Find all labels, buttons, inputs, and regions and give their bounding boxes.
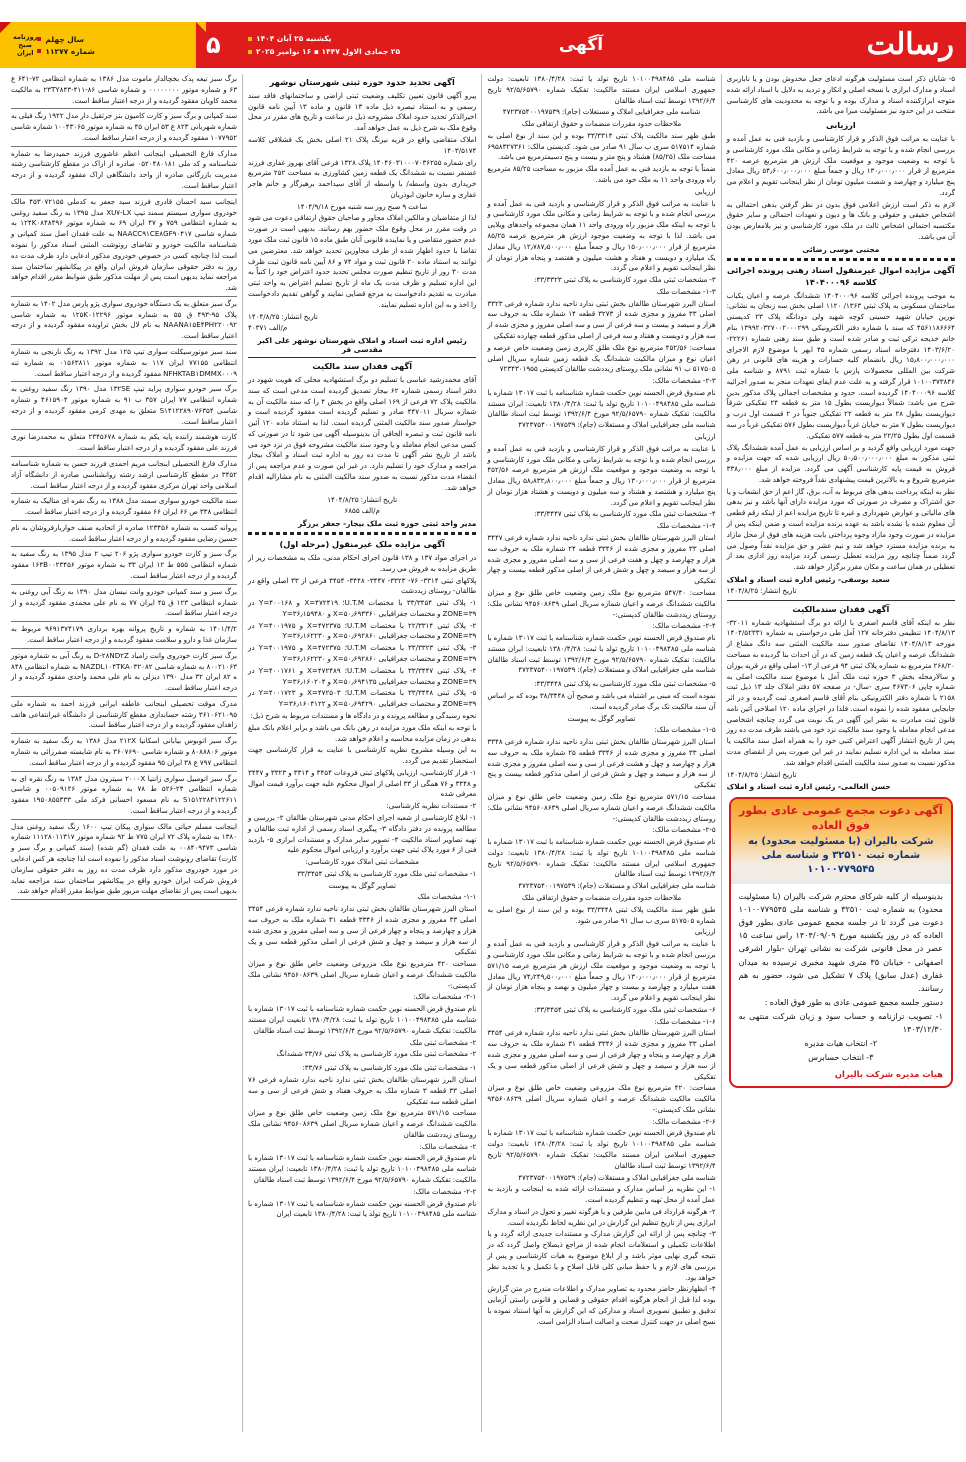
ad-banner-line-2: شرکت بالیران (با مسئولیت محدود) به شماره ثبت ۳۲۵۱۰ و شناسه ملی ۱۰۱۰۰۷۷۹۵۴۵	[748, 836, 934, 875]
paragraph: شناسه ملی جغرافیایی املاک و مستغلات (جام): ۴۷۲۳۷۵۴۰۰۱۹۷۵۳۹	[518, 881, 716, 891]
newspaper-page	[0, 22, 966, 1462]
appraisal-details-part-b	[487, 679, 715, 1327]
paper-vertical-logo	[13, 33, 37, 57]
subheading: ارزیابی	[694, 186, 716, 196]
publication-date: تاریخ انتشار: ۱۴۰۴/۸/۲۵	[726, 585, 797, 595]
date-lunar-gregorian: ۲۵ جمادی الاول ۱۴۴۷ ▪ ۱۶ نوامبر ۲۰۲۵	[256, 47, 401, 56]
ad-agenda-item: ۳- انتخاب حسابرس	[808, 1052, 874, 1063]
divider	[11, 381, 237, 382]
paragraph: ۵- شایان ذکر است مسئولیت هرگونه ادعای جعل مخدوش بودن و یا ناباربری اسناد و مدارک ابرازی با نسخه اصلی و انکار و تردید به دلایل با اسناد ارائه شده متوجه ابرازکننده اسناد و مدارک بوده و با توجه به محدودیت های کارشناسی منتخب در این حدود نیز مسئولیت مبرا می باشد.	[726, 74, 955, 116]
subheading: ۱-۳- مشخصات ملک	[656, 286, 716, 296]
subheading: ۱-۴- مشخصات ملک	[656, 521, 716, 531]
paragraph: نظر به اینکه پرداخت بدهی های مربوط به آب، برق، گاز اعم از حق انشعاب و یا حق اشتراک و مصرف در صورتی که مورد مزایده دارای آنها باشد و نیز بدهی های مالیاتی و عوارض شهرداری و غیره تا تاریخ مزایده اعم از اینکه رقم قطعی آن معلوم شده یا نشده باشد به عهده برنده مزایده است و ضمن اینکه پس از مزایده در صورت وجود مازاد وجوه پرداختی بابت هزینه های فوق از محل مازاد به برنده مزایده مسترد خواهد شد و نیم عشر و حق مزایده نقداً وصول می گردد ضمناً چنانچه روز مزایده تعطیل رسمی گردد مزایده روز اداری بعد از تعطیلی در همان ساعت و مکان مقرر برگزار خواهد شد.	[726, 486, 955, 572]
date-solar: یکشنبه ۲۵ آبان ۱۴۰۴	[256, 34, 332, 43]
lost-document-notice: سند سبز موتورسیکلت سواری تیپ ۱۲۵ مدل ۱۳۹۲ به رنگ نارنجی به شماره انتظامی ۷۷۱۵۵ ایران ۱۱۷ به شماره موتور ۰۱۵۶۳۸۱۱ به شماره تنه NFHKTAB۱DMMX۰۰۰۹ مفقود گردیده و از درجه اعتبار ساقط است.	[11, 346, 238, 378]
paragraph: مساحت ۵۷۱/۱۵ مترمربع نوع ملک زمین وضعیت خاص طلق نوع و میزان مالکیت ششدانگ عرصه و اعیان شماره سریال اصلی ۹۴۵۶۰۸۶۳۹ نشانی ملک: روستای زیددشت طالقان کدپستی:-	[487, 792, 716, 823]
paragraph: ضمناً با توجه به بازدید فنی به عمل آمده ملک مزبور به مساحت ۸۵/۲۵ مترمربع راه ورودی واحد ۱۱ به ملک خود می باشد.	[487, 164, 716, 185]
paragraph: ۲- مستندات نظریه کارشناسی:	[386, 801, 477, 811]
paragraph: به این وسیله مشروح نظریه کارشناسی با عنایت به قرار کارشناسی جهت استحضار تقدیم می گردد.	[248, 745, 477, 766]
paragraph: رای شماره ۱۴۰۴۶۰۳۱۰۰۰۷۰۳۶۲۵۵ پلاک ۱۳۲۸ فرعی آقای بهروز غفاری فرزند غضنفر نسبت به ششدانگ یک قطعه زمین کشاورزی به مساحت ۲۵۲ مترمربع خریداری بدون واسطه/ با واسطه از آقای سیداحمد برهیزگار و خانم هاجر غفاری و ساره خانون ابوذریان	[248, 157, 477, 199]
lost-document-notice: برگ سبز اتوبوس بیابانی اسکانیا ۲۱۲X مدل ۱۳۸۶ به رنگ سفید به شماره موتور ۸۰۸۸۸۰۶ و شماره شاسی ۳۶۰۷۶۹۰ به نام شایسته صفرزائی به شماره انتظامی ۷۹۷ ع ۳۸ ایران ۹۵ مفقود گردیده و از درجه اعتبار ساقط است.	[11, 736, 238, 767]
lost-document-notice: برگ سبز تیغه پدک بخچالدار ماموت مدل ۱۳۸۶ به شماره انتظامی ۷۲-۶۴۱ ع ۶۳ و شماره موتور ۰۰۰۰۰۰۰۰ و شماره شاسی ۸۶-۴۱۱-۲۳TY۸۴۳ به مالکیت محمد کاویان مفقود گردیده و از درجه اعتبار ساقط است.	[11, 74, 238, 105]
signature: حسن العالمی- رئیس اداره ثبت اسناد و املاک	[726, 782, 891, 792]
paragraph: جهت مورد ارزیابی واقع گردید و بر اساس ارزیابی به عمل آمده ششدانگ پلاک ثبتی مذکور به مبلغ ۵۰٫۵۰۰٫۰۰۰٫۰۰۰ ریال ارزیابی شده که جهت مزایده و فروش به قیمت پایه کارشناسی آگهی می گردد. مزایده از مبلغ ۳۳۸٫۰۰۰ مترمربع شروع و به بالاترین قیمت پیشنهادی نقداً فروخته خواهد شد.	[726, 442, 955, 484]
paragraph: نموده است که مبنی بر اشتباه می باشد و صحیح آن ۳۸/۳۴۴۸ بوده که بر اساس آن سند مالکیت تک برگ صادر گردیده است.	[487, 690, 716, 711]
paragraph: ۱- مشخصات ثبتی ملک مورد کارشناسی به پلاک ثبتی ۳۳/۷۶:	[302, 1063, 477, 1073]
lost-document-notice: برگ سبز و سند کمپانی خودرو وانت نیسان مدل ۱۳۹۰ به رنگ آبی روغنی به شماره انتظامی ۱۲۳ ق ۴۵ ایران ۷۷ به نام علی محمدی مفقود گردیده و از درجه اعتبار ساقط است.	[11, 586, 238, 618]
lost-document-notice: مدارک فارغ التحصیلی اینجانب مریم احمدی فرزند حسن به شماره شناسنامه ۳۴۵۲ در مقطع کارشناسی ارشد رشته روانشناسی صادره از دانشگاه آزاد اسلامی واحد تهران مرکزی مفقود گردیده و از درجه اعتبار ساقط است.	[11, 459, 238, 490]
paragraph: استان البرز شهرستان طالقان بخش ثبتی ندارد ناحیه ندارد شماره فرعی ۳۴۴۷ اصلی ۳۳ مفروز و مجزی شده از ۳۳۴۶ قطعه ۲۴ شماره ملک به حروف سه هزار و چهارصد و چهل و هفت فرعی از سی و سه اصلی مفروز و مجزی شده از سه هزار و سیصد و چهل و شش فرعی از اصلی مذکور قطعه بیست و چهار تفکیکی	[487, 533, 716, 586]
divider	[11, 456, 237, 457]
paragraph: ۴- انظهارنظر حاضر محدود به تصاویر مدارک و اطلاعات مندرج در متن گزارش بوده لذا قبل از انجام هرگونه اقدام حقوقی و قضایی و قانونی راستی آزمایی تدقیق و تطبیق تصویری اسناد و مدارکی که این گزارش به آنها استناد نموده با نسخ اصلی در جهت کنترل صحت و اصالت اسناد الزامی است.	[487, 1284, 716, 1326]
paragraph: نام صندوق قرض الحسنه نوین حکمت شماره شناسنامه با ثبت ۱۳۰۱۷ شماره با شناسه ملی ۱۰۱۰۰۴۹۸۴۸۵ تاریخ تولد یا ثبت: ۱۳۸۰/۴/۲۸ تابعیت ایران مستند مالکیت: تفکیک شماره ۹۲/۵/۶۵۷۹۰ مورخ ۱۳۹۲/۶/۴ توسط ثبت اسناد طالقان	[248, 1004, 477, 1035]
paragraph: املاک متقاضی واقع در قریه نیرنگ پلاک ۲۱ اصلی بخش یک قشلاقی کلاسه ۱۴۰۳/۵۱۷۴	[248, 135, 477, 155]
parcel-coordinate-item: ۳- پلاک ثبتی ۳۳/۳۳۲۳ با مختصات U.T.M؛ X=۴۷۲۳۷۵ و Y=۴۰۰۱۹۷۵ در ZONE=۳۹ و مختصات جغرافیایی X=۵۰٫۶۹۲۸۶۰ و Y=۳۶٫۱۶۲۲۳۰	[248, 643, 477, 664]
paragraph: با عنایت به مراتب فوق الذکر و قرار کارشناسی و بازدید فنی به عمل آمده و بررسی انجام شده و با توجه به شرایط زمانی و مکانی ملک مورد کارشناسی و با توجه به وضعیت موجود و موقعیت ملک ارزش هر مترمربع عرصه ۴۲۰ مترمربع از قرار ۱۳۰٫۰۰۰٫۰۰۰ ریال و جمعاً مبلغ ۵۴٫۶۰۰٫۰۰۰٫۰۰۰ ریال معادل پنج میلیارد و چهارصد و شصت میلیون تومان از نظر اینجانب تقویم و اعلام می گردد.	[726, 134, 955, 197]
masthead	[0, 22, 966, 68]
masthead-dates	[248, 34, 400, 56]
signature: مدیر واحد ثبتی حوزه ثبت ملک بیجار- جعفر برزگر	[298, 519, 477, 529]
paragraph: نام صندوق قرض الحسنه نوین حکمت شماره شناسنامه با ثبت ۱۳۰۱۷ شماره با شناسه ملی ۱۰۱۰۰۴۹۸۴۸۵ تاریخ تولد یا ثبت: ۱۳۸۰/۴/۲۸ تابعیت: دولت جمهوری اسلامی ایران مستند مالکیت: تفکیک شماره ۹۲/۵/۶۵۷۹۰ تاریخ ۱۳۹۲/۶/۴ توسط ثبت اسناد طالقان	[487, 837, 716, 879]
divider	[11, 108, 237, 109]
ad-banner	[731, 799, 951, 884]
paragraph: شناسه ملی جغرافیایی املاک و مستغلات (جام): ۴۷۲۳۷۵۴۰۰۱۹۷۵۳۹	[502, 107, 701, 117]
column-3	[481, 74, 720, 1432]
notice-lost-title-deed-amol	[727, 604, 955, 792]
paragraph: به موجب پرونده اجرائی کلاسه ۱۴۰۴۰۰۰۹۶ ششدانگ عرصه و اعیان یکباب ساختمان مسکونی به پلاک ثبتی ۱۳۶۳/ ۱۱۲۰ اصلی بخش سه زنجان به نشانی: نورین خیابان شهید حسینی کوچه شهید ولی دودانگه پلاک ۲۳ کدپستی ۴۵۶۱۱۸۶۶۶۴ که سند با شماره دفتر الکترونیکی ۱۳۹۹۲۰۳۲۷۰۰۲۰۰۰۲۹۹ بنام خانم خدیجه ترکی ثبت و صادر شده است و طبق سند رهنی شماره ۲۲۲۶۱- ۱۴۰۳/۶/۲۰ دفترخانه اسناد رسمی شماره ۴۵ ابهر با موضوع لازم الاجرای ۱۵٫۸۰۰٫۰۰۰٫۰۰۰ ریال بانضمام کلیه خسارات و هزینه های قانونی در رهن شرکت بین المللی محصولات پارس با شماره ثبت ۸۷۹۱ و شناسه ملی ۱۰۱۰۰۳۷۳۸۴۶ قرار گرفته و به علت عدم ایفای تعهدات منجر به صدور اجرائیه کلاسه ۱۴۰۴۰۰۰۹۶ گردیده است. حدود و مشخصات اجمالی پلاک مذکور بدین شرح می باشد: شمالاً دیواریست بطول ۱۵ متر به قطعه ۲۴ تفکیکی شرقاً دیواریست بطول ۲۸ متر به قطعه ۲۲ تفکیکی جنوباً در ۲ قسمت اول درب و دیواریست بطول ۷ متر به خیابان غرباً دیواریست بطول ۵۷۶ تفکیکی غرباً در سه قسمت اول بطول ۲۲/۲۵ متر به قطعه ۵۷۷ تفکیکی.	[726, 290, 956, 440]
subheading: ۲-۵- مشخصات مالک:	[652, 825, 716, 835]
paragraph: ۳- چنانچه پس از ارائه این گزارش مدارک و مستندات جدیدی ارائه گردد و یا اطلاعات تکمیلی و استعلامات انجام شده از مراجع ذیصلاح واصل گردد که در نتیجه گیری نهایی موثر باشد و از ابلاغ موضوع به هیات کارشناسی و پس از بررسی های لازم و با حفظ مبانی کلی قابل اصلاح و یا تکمیل و یا تجدید نظر خواهد بود.	[487, 1229, 716, 1282]
paragraph: مساحت ۵۷۱/۱۵ مترمربع نوع ملک زمین وضعیت خاص طلق نوع و میزان مالکیت ششدانگ عرصه و اعیان شماره سریال اصلی ۹۴۵۶۰۸۶۳۹ نشانی ملک روستای زیددشت طالقان	[248, 1108, 477, 1139]
year-label: سال چهلم	[45, 34, 84, 44]
divider-dashed	[727, 258, 955, 261]
divider	[11, 899, 237, 900]
paragraph: ۶- مشخصات ثبتی ملک مورد کارشناسی به پلاک ثبتی ۳۳/۳۴۵۴:	[534, 1004, 716, 1014]
divider-dashed	[248, 532, 476, 535]
parcel-coordinate-item: ۴- پلاک ثبتی ۳۳/۳۴۴۷ با مختصات U.T.M؛ X=۴۷۲۴۸۹ و Y=۴۰۰۱۷۶۱ در ZONE=۳۹ و مختصات جغرافیایی X=۵۰٫۶۹۴۱۳۵ و Y=۳۶٫۱۶۰۲۰۴	[248, 665, 477, 686]
column-2	[242, 74, 481, 1432]
subheading: ۲-۱- مشخصات مالک:	[413, 992, 477, 1002]
corner-triangle-icon	[0, 22, 11, 33]
masthead-issue-info	[37, 35, 94, 56]
signature: مجتبی موسی رضائی	[802, 244, 880, 254]
notice-property-auction-first-stage	[248, 539, 476, 1060]
paragraph: لذا از متقاضیان و مالکین املاک مجاور و صاحبان حقوق ارتفاقی دعوت می شود در وقت مقرر در محل وقوع ملک حضور بهم رسانند. بدیهی است در صورت عدم حضور متقاضی و یا نماینده قانونی آنان طبق ماده ۱۵ قانون ثبت ملک مورد تقاضا با حدود اظهار شده از طرف مجاورین تحدید خواهد شد. معترضین می توانند به استناد ماده ۲۰ قانون ثبت و مواد ۷۴ و ۸۶ آیین نامه قانون ثبت ظرف مدت ۳۰ روز از تاریخ تنظیم صورت مجلس تحدید حدود اعتراض خود را کتباً به این اداره تسلیم و ظرف مدت یک ماه از تاریخ تسلیم اعتراض به واحد ثبتی مبادرت به تقدیم دادخواست به مرجع قضایی نمایند و گواهی تقدیم دادخواست را اخذ و به این اداره تسلیم نمایند.	[248, 213, 477, 309]
general-assembly-ad-box	[729, 797, 953, 1088]
subheading: ۵- مشخصات ثبتی ملک مورد کارشناسی به پلاک ثبتی ۳۳/۳۴۴۸:	[534, 679, 716, 689]
subheading-arzyabi: ارزیابی	[825, 120, 856, 131]
parcel-coordinate-item: ۲- پلاک ثبتی ۲۲/۳۳۱۴ با مختصات U.T.M؛ X=۴۷۲۳۷۵ و Y=۴۰۰۱۹۷۵ در ZONE=۳۹ و مختصات جغرافیایی X=۵۰٫۶۹۲۸۶۰ و Y=۳۶٫۱۶۲۲۳۰	[248, 620, 477, 641]
subheading: ۲-۴- مشخصات مالک:	[652, 621, 716, 631]
paragraph: استان البرز شهرستان طالقان بخش ثبتی ندارد ناحیه ندارد شماره فرعی ۷۶ اصلی ۳۳ قطعه ۳ شماره ملک به حروف هفتاد و شش فرعی از سی و سه اصلی قطعه سه تفکیکی	[248, 1074, 477, 1106]
notice-title: آگهی فقدان سند مالکیت	[312, 361, 413, 372]
publication-date: تاریخ انتشار: ۱۴۰۴/۸/۲۵	[327, 494, 398, 504]
divider	[11, 520, 237, 521]
alef-code: م/الف ۴۰۳۷۱	[248, 323, 288, 333]
paragraph: ۳- مشخصات ثبتی ملک مورد کارشناسی به پلاک ثبتی ۳۳/۳۳۲۳:	[534, 275, 716, 285]
paragraph: ساعت ۹ صبح روز سه شنبه مورخ ۱۴۰۴/۹/۱۸	[296, 201, 428, 211]
appraisal-details-part-a	[487, 74, 715, 676]
paragraph: پیرو آگهی قانون تعیین تکلیف وضعیت ثبتی اراضی و ساختمانهای فاقد سند رسمی و به استناد تبصره ذیل ماده ۱۳ قانون و ماده ۱۳ آیین نامه قانون اخیرالذکر تحدید حدود املاک مشروحه ذیل در ساعت و تاریخ های مقرر در محل وقوع ملک به شرح ذیل به عمل خواهد آمد.	[248, 90, 477, 133]
page-number: ۵	[206, 31, 221, 59]
paragraph: ۱- مشخصات ثبتی ملک مورد کارشناسی به پلاک ثبتی ۳۳/۳۴۵۴	[297, 868, 477, 878]
subheading: ملاحظات حدود مقررات منضمات و حقوق ارتفاقی ملک	[521, 119, 682, 129]
column-4	[721, 74, 960, 1432]
paragraph: استان البرز شهرستان طالقان بخش ثبتی ندارد ناحیه ندارد شماره فرعی ۳۴۵۴ اصلی ۳۳ مفروز و مجزی شده از ۳۳۴۶ قطعه ۳۱ شماره ملک به حروف سه هزار و چهارصد و پنجاه و چهار فرعی از سی و سه اصلی مفروز و مجزی شده از سه هزار و سیصد و چهل و شش فرعی از اصلی مذکور قطعه سی و یک تفکیکی	[487, 1028, 716, 1081]
ad-body	[731, 884, 951, 1064]
lost-document-notice: برگ سبز خودرو سواری پراید تیپ ۱۳۲SE مدل ۱۳۹۰ رنگ سفید روغنی به شماره انتظامی ۷۷ ایران ۳۵۷ ب ۹۱ به شماره موتور ۴۶۱۵۹۰۴ و شماره شاسی S۱۴۱۲۲۸۹۰۷۶۳۵۴ متعلق به مهدی کرمی مفقود گردیده و از درجه اعتبار ساقط است.	[11, 384, 238, 426]
vertical-logo-line-2: صبح	[18, 40, 32, 49]
paragraph: با عنایت به مراتب فوق الذکر و قرار کارشناسی و بازدید فنی به عمل آمده و بررسی انجام شده و با توجه به شرایط زمانی و مکانی ملک مورد کارشناسی و با توجه به وضعیت موجود و موقعیت ملک ارزش هر مترمربع عرصه ۴۵۲/۵۶ مترمربع از قرار ۱۳۰٫۰۰۰٫۰۰۰ ریال و جمعاً مبلغ ۵۸٫۸۳۲٫۸۰۰٫۰۰۰ ریال معادل پنج میلیارد و هشتصد و هشتاد و سه میلیون و دویست و هشتاد هزار تومان از نظر اینجانب تقویم و اعلام می گردد.	[487, 443, 716, 507]
lost-document-notice: اینجانب سید احسان قادری فرزند سید جعفر به کدملی ۴۵۳۰۷۲۱۵۵ مالک خودروی سواری سیستم سمند تیپ XU۷-LX مدل ۱۳۹۵ به رنگ سفید روغنی به شماره انتظامی ۷۵۹ و ۴۷ ایران ۶۹ به شماره موتور ۱۲۴K۰۸۴۸۴۹۶ به شماره شاسی NAACC۹۱CE۸GF۹۰۴۱۷ به علت فقدان اصل سند کمپانی و شناسنامه مالکیت خودرو و تقاضای رونوشت المثنی اسناد مذکور را نموده است لذا چنانچه کسی در خصوص خودروی مذکور ادعایی دارد ظرف مدت ده روز به دفتر حقوقی سازمان فروش ایران واقع در پیکانشهر ساختمان سند مراجعه نماید بدیهی است پس از مهلت مذکور طبق ضوابط مقرر اقدام خواهد شد.	[11, 196, 238, 293]
bullet-square-icon	[37, 49, 41, 53]
divider	[11, 584, 237, 585]
paragraph: تصاویر گوگل به پیوست	[567, 713, 636, 723]
notice-auction-mortgage	[727, 265, 955, 597]
lost-document-notice: مدارک فارغ التحصیلی اینجانب اعظم عاشوری فرزند حمیدرضا به شماره شناسنامه و کد ملی ۰۵۲۰۴۸۰۱۸۱ صادره از اراک در مقطع کارشناسی رشته مدیریت بازرگانی صادره از واحد دانشگاهی اراک مفقود گردیده و از درجه اعتبار ساقط است.	[11, 148, 238, 191]
divider	[11, 546, 237, 547]
signature: رئیس اداره ثبت اسناد و املاک شهرستان نوشهر علی اکبر مقدسی فر	[257, 336, 467, 355]
subheading: ۲- مشخصات مالک:	[419, 1141, 477, 1151]
divider	[11, 344, 237, 345]
subheading: ارزیابی	[694, 927, 716, 937]
notice-boundary-determination-nowshahr	[248, 77, 476, 354]
date-solar-line	[248, 34, 400, 43]
paragraph: ۱- این نظریه بر اساس مدارک و مستندات ارائه شده به اینجانب و بازدید به عمل آمده از محل تهیه و تنظیم گردیده است.	[487, 1184, 716, 1205]
notice-title: آگهی مزایده اموال غیرمنقول اسناد رهنی پرونده اجرائی کلاسه ۱۴۰۴۰۰۰۹۶	[727, 264, 955, 287]
paragraph: ۱- ابلاغ کارشناسی از شعبه اجرای احکام مدنی شهرستان طالقان ۲- بررسی و مطالعه پرونده در دفتر دادگاه ۳- پیگیری اسناد رسمی از اداره ثبت طالقان و تهیه تصاویر اسناد مالکیت ۴- تصویر سایر مدارک و مستندات ابرازی ۵- بازدید فنی از ۶ مورد پلاک ثبتی جهت برآورد و ارزیابی اموال محکوم علیه	[248, 812, 477, 855]
subheading: ۱-۶- مشخصات ملک:	[654, 1016, 716, 1026]
parcel-coordinate-item: ۵- پلاک ثبتی ۳۳/۳۴۴۸ با مختصات U.T.M؛ X=۴۷۲۵۰۳ و Y=۴۰۰۱۷۲۳ در ZONE=۳۹ و مختصات جغرافیایی X=۵۰٫۶۹۴۲۹۰ و Y=۳۶٫۱۶۰۴۱۲۲	[248, 688, 477, 709]
paragraph: استان البرز شهرستان طالقان بخش ثبتی ندارد ناحیه ندارد شماره فرعی ۳۳۴۸ اصلی ۳۳ مفروز و مجزی شده از ۳۳۴۶ قطعه ۲۵ شماره ملک به حروف سه هزار و چهارصد و چهل و هشت فرعی از سی و سه اصلی مفروز و مجزی شده از سه هزار و سیصد و چهل و شش فرعی از اصلی مذکور قطعه بیست و پنج تفکیکی	[487, 737, 716, 790]
vertical-logo-line-3: ایران	[16, 49, 34, 58]
subheading: ملاحظات حدود مقررات منضمات و حقوق ارتفاقی ملک	[521, 893, 682, 903]
column-1-lost-documents	[6, 74, 242, 1432]
bullet-square-icon	[248, 50, 252, 54]
divider	[11, 621, 237, 622]
paragraph: با عنایت به مراتب فوق الذکر و قرار کارشناسی و بازدید فنی به عمل آمده و بررسی انجام شده و با توجه به شرایط زمانی و مکانی ملک مورد کارشناسی و با توجه به وضعیت موجود و موقعیت ملک ارزش هر مترمربع عرصه ۵۷۱/۱۵ مترمربع از قرار ۱۳۰٫۰۰۰٫۰۰۰ ریال و جمعاً مبلغ ۷۴٫۲۴۹٫۵۰۰٫۰۰۰ ریال معادل هفت میلیارد و چهارصد و بیست و چهار میلیون و نهصد و پنجاه هزار تومان از نظر اینجانب تقویم و اعلام می گردد.	[487, 939, 716, 1003]
subheading: ارزیابی	[694, 432, 716, 441]
ad-agenda-item: ۱- تصویب ترازنامه و حساب سود و زیان شرکت منتهی به ۱۴۰۳/۱۲/۳۰	[738, 1010, 943, 1035]
paragraph: طبق ظهر سند مالکیت پلاک ثبتی ۳۳/۳۳۱۴ بوده و این سند از نوع اصلی به شماره ۵۱۷۵۱۴ سری ب سال ۹۱ صادر می شود. کدپستی مالک: ۶۹۵۸۳۲۷۳۶۱ مساحت ملک (۸۵/۲۵) هشتاد و پنج متر و بیست و پنج دسیمترمربع می باشد.	[487, 130, 716, 162]
ad-banner-line-1: آگهی دعوت مجمع عمومی عادی بطور فوق العاده	[739, 804, 943, 833]
lost-document-notice: برگ سبز اتومبیل سواری زانتیا ۲۰۰۰X سیترون مدل ۱۳۸۴ به رنگ نقره ای به شماره انتظامی ۲۴-۵۲۶ ط ۷۸ به شماره موتور ۰۰۵۰۹۱۲۶ و شاسی S۱۵۱۲۲۸۴۱۲۲۶۱۱ به نام مسعود احسانی فرکد ملی ۱۹۵۰۸۵۵۳۳۳ مفقود گردیده و از درجه اعتبار ساقط است.	[11, 773, 238, 815]
paragraph: تصاویر گوگل به پیوست	[328, 880, 397, 890]
year-line	[37, 35, 94, 44]
columns-container	[0, 68, 966, 1432]
divider	[11, 429, 237, 430]
notice-title: آگهی تحدید حدود حوزه ثبتی شهرستان نوشهر	[269, 77, 455, 87]
paragraph: مساحت: ۴۵۲/۵۶ مترمربع نوع ملک طلق کاربری زمین وضعیت خاص عرصه و اعیان نوع و میزان مالکیت ششدانگ یک قطعه زمین شماره سریال اصلی ۵۱۷۵۰۵ ب ۹۱ نشانی ملک روستای زیددشت طالقان کدپستی ۷۲۳۴۳۰۱۹۵۵	[487, 342, 716, 374]
issue-line	[37, 47, 94, 56]
publication-date: تاریخ انتشار: ۱۴۰۴/۸/۲۵	[726, 769, 797, 779]
subheading: ۲- مشخصات ثبتی ملک	[409, 1037, 477, 1047]
lost-document-notice: مدرک موقت تحصیلی اینجانب عاطفه ایرانی فرزند احمد به شماره ملی ۳۶۱۰۶۲۱۰۹۵ رشته حسابداری مقطع کارشناسی از دانشگاه غیرانتفاعی هاتف زاهدان مفقود گردیده و از درجه اعتبار ساقط است.	[11, 698, 238, 730]
paragraph: استان البرز شهرستان طالقان بخش ثبتی ندارد ناحیه ندارد شماره فرعی ۳۴۵۴ اصلی ۳۳ مفروز و مجزی شده از ۳۳۴۶ قطعه ۳۱ شماره ملک به حروف سه هزار و چهارصد و پنجاه و چهار فرعی از سی و سه اصلی مفروز و مجزی شده از سه هزار و سیصد و چهل و شش فرعی از اصلی مذکور قطعه سی و یک تفکیکی	[248, 904, 477, 957]
paragraph: آقای محمدرشید عباسی با تسلیم دو برگ استشهادیه محلی که هویت شهود در دفتر اسناد رسمی شماره ۶۲ بیجار تصدیق گردیده است مدعی است که سند مالکیت پلاک ۷۲ فرعی از ۱۶۹ اصلی واقع در بخش ۴ را که سند مالکیت آن به شماره سریال ۴۴۷۰۱۱ صادر و تسلیم گردیده است مفقود گردیده است و خواستار صدور سند مالکیت المثنی گردیده است. لذا به استناد ماده ۱۲۰ آئین نامه قانون ثبت و تبصره الحاقی آن بدینوسیله آگهی می شود تا در صورتی که کسی مدعی انجام معامله و یا وجود سند مالکیت مشروحه فوق در نزد خود می باشد از تاریخ نشر آگهی تا مدت ده روز به اداره ثبت اسناد و املاک بیجار مراجعه و مدارک خود را تسلیم دارد. در غیر این صورت و عدم مراجعه پس از انقضاء مدت مذکور نسبت به صدور سند مالکیت المثنی به نام مشارالیه اقدام خواهد شد.	[248, 374, 477, 492]
masthead-yellow-panel	[0, 22, 196, 68]
ad-body-text: بدینوسیله از کلیه شرکای محترم شرکت بالیران (با مسئولیت محدود) به شماره ثبت ۳۲۵۱۰ و شناسه ملی ۱۰۱۰۰۷۷۹۵۴۵ دعوت می گردد تا در جلسه مجمع عمومی عادی بطور فوق العاده که در روز یکشنبه مورخ ۱۴۰۴/۰۹/۰۹ راس ساعت ۱۵ عصر در محل قانونی شرکت به نشانی تهران -بلوار اشرفی اصفهانی - خیابان ۳۵ متری شهید مخبری نرسیده به میدان غفاری (عدل سابق) پلاک ۷ تشکیل می شود، حضور به هم رسانند.	[738, 891, 943, 993]
paragraph: نام صندوق قرض الحسنه نوین حکمت شماره شناسنامه با ثبت ۱۳۰۱۷ شماره با شناسه ملی ۱۰۱۰۰۴۹۸۴۸۵ تاریخ تولد یا ثبت: ۱۳۸۰/۴/۲۸ تابعیت: دولت جمهوری اسلامی ایران مستند مالکیت: تفکیک شماره ۹۲/۵/۶۵۷۹۰ تاریخ ۱۳۹۲/۶/۴ توسط ثبت اسناد طالقان	[487, 1128, 716, 1170]
notice-title: آگهی مزایده ملک غیرمنقول (مرحله اول)	[279, 539, 445, 550]
paragraph: نام صندوق قرض الحسنه نوین حکمت شماره شناسنامه با ثبت ۱۳۰۱۷ شماره با شناسه ملی ۱۰۱۰۰۴۹۸۴۸۵ تاریخ تولد یا ثبت: ۱۳۸۰/۴/۲۸ تابعیت: ایران مستند مالکیت: تفکیک شماره ۹۲/۵/۶۵۷۹۰ مورخ ۱۳۹۲/۶/۴ توسط ثبت اسناد طالقان شناسه ملی جغرافیایی املاک و مستغلات (جام): ۴۷۲۳۷۵۴۰۰۱۹۷۵۳۹	[487, 633, 716, 675]
paragraph: طبق ظهر سند مالکیت پلاک ثبتی ۳۳/۳۴۴۸ بوده و این سند از نوع اصلی به شماره ۵۱۷۵۰۵ سری ب سال ۹۱ صادر می شود.	[487, 904, 716, 925]
subheading: ۱-۵- مشخصات ملک:	[654, 725, 716, 735]
parcel-coordinate-item: ۱- پلاک ثبتی ۳۳/۳۴۵۴ با مختصات U.T.M؛ X=۴۷۲۴۱۹ و Y=۴۰۰۱۶۸ در ZONE=۳۹ و مختصات جغرافیایی X=۵۰٫۶۹۳۳۶۰ و Y=۳۶٫۱۵۹۴۸۰	[248, 598, 477, 618]
paragraph: نام صندوق قرض الحسنه نوین حکمت شماره شناسنامه با ثبت ۱۳۰۱۷ شماره با شناسه ملی ۱۰۱۰۰۴۹۸۴۸۵ تاریخ تولد یا ثبت: ۱۳۸۰/۴/۲۸ تابعیت: ایران مستند مالکیت: تفکیک شماره ۹۲/۵/۶۵۷۹۰ مورخ ۱۳۹۲/۶/۴ توسط ثبت اسناد طالقان	[248, 1153, 477, 1184]
alef-code: م/الف ۶۸۵۵	[344, 506, 380, 516]
divider	[11, 696, 237, 697]
notice-lost-title-deed-bijar	[248, 361, 476, 528]
divider	[11, 146, 237, 147]
paragraph: با عنایت به مراتب فوق الذکر و قرار کارشناسی و بازدید فنی به عمل آمده و بررسی انجام شده و با توجه به شرایط زمانی و مکانی ملک مورد کارشناسی و با توجه به اینکه ملک مزبور راه ورودی واحد ۱۱ همان مجموعه واحدهای ویلایی می باشد. لذا با توجه به وضعیت موجود ارزش هر مترمربع عرصه ۸۵/۲۵ مترمربع از قرار ۱۵۰٫۰۰۰٫۰۰۰ ریال و جمعاً مبلغ ۱۲٫۷۸۷٫۵۰۰٫۰۰۰ ریال معادل یک میلیارد و دویست و هفتاد و هشت میلیون و هفتصد و پنجاه هزار تومان از نظر اینجانب تقویم و اعلام می گردد.	[487, 198, 716, 273]
subheading: ۲-۳- مشخصات مالک:	[652, 376, 716, 386]
publication-date: تاریخ انتشار: ۱۴۰۴/۸/۲۵	[248, 311, 318, 321]
paragraph: ۱- قرار کارشناسی، ارزیابی پلاکهای ثبتی فروعات ۳۴۵۴ و ۳۳۱۴ و ۳۳۲۳ و ۳۴۴۷ و ۳۴۴۸ و ۷۶ همگی از ۳۳ اصلی از اموال محکوم علیه جهت برآورد قیمت اموال معرفی شده	[248, 767, 477, 799]
vertical-logo-line-1: روزنامه	[13, 32, 38, 41]
lost-document-notice: برگ سبز متعلق به یک دستگاه خودروی سواری پژو پارس مدل ۱۴۰۲ به شماره پلاک ۹۵-۴۹۳ ق ۵۵ به شماره موتور ۱۲۵K۰۱۲۲۹۶ به شماره شاسی NAANA۱۵E۴PH۲۲۰۰۹۲ به نام لال بخش تراویده مفقود گردیده و از درجه اعتبار ساقط است.	[11, 298, 238, 341]
paragraph: مساحت: ۵۴۷/۴۰ مترمربع نوع ملک زمین وضعیت خاص طلق نوع و میزان مالکیت ششدانگ عرصه و اعیان شماره سریال اصلی ۹۴۵۶۰۸۶۳۹ نشانی ملک: روستای زیددشت طالقان کدپستی:-	[487, 587, 716, 619]
lost-document-notice: ۱۴۰۱/۴/۲ به شماره و تاریخ پروانه بهره برداری ۹۶۹۱۳۷۴۱۷۹ مربوط به سازمان غذا و دارو و سلامت مفقود گردیده و از درجه اعتبار ساقط است.	[11, 624, 238, 644]
divider	[11, 819, 237, 820]
subheading: ۲-۲- مشخصات مالک:	[413, 1186, 477, 1196]
lost-document-notice: اینجانب مسلم حیاتی مالک سواری پیکان تیپ ۱۶۰۰ رنگ سفید روغنی مدل ۱۳۸۰ به شماره پلاک ۷۲ ایران ۷۷۵ ط ۹۲ شماره موتور ۱۱۱۲۸۰۱۱۳۱۷ شماره شاسی ۰۰۸۴۰۹۴۷۳ به علت فقدان (گم شده) (سند کمپانی و برگ سبز و کارت) تقاضای رونوشت اسناد مذکور را نموده است لذا چنانچه هر کس ادعایی در مورد خودروی مذکور دارد ظرف مدت ده روز به دفتر حقوقی سازمان فروش شرکت ایران خودرو واقع در پیکانشهر ساختمان سند مراجعه نماید بدیهی است پس از تقاضای مهلت مزبور طبق ضوابط مقرر اقدام خواهد شد.	[11, 821, 238, 896]
lost-document-notice: پروانه کسب به شماره ۱۲۳۴۵۶ صادره از اتحادیه صنف خواربارفروشان به نام حسین رضایی مفقود گردیده و از درجه اعتبار ساقط است.	[11, 522, 238, 543]
paragraph: شناسه ملی جغرافیایی املاک و مستغلات (جام): ۴۷۲۳۷۵۴۰۰۱۹۷۵۳۹	[518, 1172, 716, 1182]
divider	[727, 600, 955, 601]
paragraph: نام صندوق قرض الحسنه نوین حکمت شماره شناسنامه با ثبت ۱۳۰۱۷ شماره با شناسه ملی ۱۰۱۰۰۴۹۸۴۸۵ تاریخ تولد یا ثبت: ۱۳۸۰/۴/۲۸ تابعیت ایران	[248, 1198, 477, 1219]
date-lunar-line	[248, 47, 400, 56]
divider	[11, 296, 237, 297]
ad-agenda-title: دستور جلسه مجمع عمومی عادی به طور فوق العاده :	[764, 996, 943, 1007]
bullet-square-icon	[37, 37, 41, 41]
paragraph: شناسه ملی ۱۰۱۰۰۴۹۸۴۸۵ تاریخ تولد یا ثبت: ۱۳۸۰/۴/۲۸ تابعیت: دولت جمهوری اسلامی ایران مستند مالکیت: تفکیک شماره ۹۲/۵/۶۵۷۹۰ تاریخ ۱۳۹۲/۶/۴ توسط ثبت اسناد طالقان	[487, 74, 716, 105]
ad-agenda-item: ۲- انتخاب هیات مدیره	[804, 1038, 878, 1049]
issue-label: شماره ۱۱۲۷۷	[45, 46, 95, 56]
lost-document-notice: سند مالکیت خودرو سواری سمند مدل ۱۳۸۸ به رنگ نقره ای متالیک به شماره انتظامی ۳۳۸ ص ۶۶ ایران ۶۶ مفقود گردیده و از درجه اعتبار ساقط است.	[11, 496, 238, 517]
paragraph: ۲- مشخصات ثبتی ملک مورد کارشناسی به پلاک ثبتی ۳۳/۷۶ ششدانگ	[276, 1049, 477, 1059]
lost-document-notice: کارت هوشمند راننده پایه یکم به شماره ۲۳۴۵۶۷۸ متعلق به محمدرضا نوری فرزند علی مفقود گردیده و از درجه اعتبار ساقط است.	[11, 432, 238, 453]
masthead-red-panel	[196, 22, 966, 68]
divider	[11, 493, 237, 494]
lost-document-notice: سند کمپانی و برگ سبز و کارت کامیون بنز جرثقیل دار مدل ۱۹۲۲ رنگ فیلی به شماره شهربانی ۸۲۳ ع ۵۳ ایران ۴۵ به شماره موتور ۱۰۰۴۳۰۶۵ شماره شاسی ۱۰۷۷۹۵۲ مفقود گردیده و از درجه اعتبار ساقط است.	[11, 111, 238, 142]
paragraph: پلاکهای ثبتی ۳۳۱۴- ۷۶- ۳۳۲۳- ۳۴۴۷- ۳۴۴۸- ۳۴۵۴ فرعی از ۳۳ اصلی واقع در طالقان- روستای زیددشت	[248, 575, 477, 596]
corner-triangle-icon	[196, 22, 206, 32]
paragraph: نحوه رسیدگی و مطالعه پرونده و در دادگاه ها و مستندات مربوط به شرح ذیل:	[250, 710, 477, 720]
divider	[248, 357, 476, 358]
signature: سعید یوسفی- رئیس اداره ثبت اسناد و املاک	[726, 574, 890, 584]
divider	[11, 648, 237, 649]
paragraph: مساحت: ۴۲۰ مترمربع نوع ملک مزروعی وضعیت خاص طلق نوع و میزان مالکیت مالکیت ششدانگ عرصه و اعیان شماره سریال اصلی ۹۴۵۶۰۸۶۳۹ نشانی ملک کدپستی:-	[487, 1083, 716, 1114]
lost-document-notice: برگ سبز و کارت خودرو سواری پژو ۲۰۶ تیپ ۲ مدل ۱۳۹۵ به رنگ سفید به شماره انتظامی ۵۵۵ ط ۱۲ ایران ۳۳ به شماره موتور ۱۶۴B۰۰۲۳۴۵۶ مفقود گردیده و از درجه اعتبار ساقط است.	[11, 549, 238, 581]
ad-footer-signature: هیات مدیره شرکت بالیران	[834, 1069, 943, 1080]
notice-expert-opinion-tail	[727, 74, 955, 254]
paragraph: در اجرای مواد ۱۳۷ و ۱۳۸ قانون اجرای احکام مدنی، ملک به مشخصات زیر از طریق مزایده به فروش می رسد.	[248, 553, 477, 573]
subheading: ۱-۱- مشخصات ملک	[417, 892, 477, 902]
divider	[11, 733, 237, 734]
paragraph: با توجه به اینکه ملک مورد مزایده در رهن بانک می باشد و برابر اعلام بانک مبلغ بدهی در زمان مزایده محاسبه و اعلام خواهد شد.	[248, 722, 477, 743]
divider	[11, 194, 237, 195]
divider	[11, 771, 237, 772]
section-title: آگهی	[558, 35, 604, 55]
notice-title: آگهی فقدان سندمالکیت	[792, 603, 890, 614]
paragraph: لازم به ذکر است ارزش اعلامی فوق بدون در نظر گرفتن بدهی احتمالی به اشخاص حقیقی و حقوقی و بانک ها و دیون و تعهدات احتمالی و سایر حقوق مکتسبه احتمالی اشخاص ثالث در ملک مورد کارشناسی و نیز بلامعارض بودن آن می باشد.	[726, 199, 955, 242]
paragraph: نام صندوق قرض الحسنه نوین حکمت شماره شناسنامه با ثبت ۱۳۰۱۷ شماره با شناسه ملی ۱۰۱۰۰۴۹۸۴۸۵ تاریخ تولد یا ثبت: ۱۳۸۰/۴/۲۸ تابعیت: ایران مستند مالکیت: تفکیک شماره ۹۲/۵/۶۵۷۹۰ مورخ ۱۳۹۲/۶/۴ توسط ثبت اسناد طالقان شناسه ملی جغرافیایی املاک و مستغلات (جام): ۴۷۲۳۷۵۴۰۰۱۹۷۵۳۹	[487, 387, 716, 430]
paragraph: استان البرز شهرستان طالقان بخش ثبتی ندارد ناحیه ندارد شماره فرعی ۳۳۲۳ اصلی ۳۳ مفروز و مجزی شده از ۳۲۷۳ قطعه ۱۴ شماره ملک به حروف سه هزار و سیصد و بیست و سه فرعی از سی و سه اصلی مفروز و مجزی شده از سه هزار و دویست و هفتاد و سه فرعی از اصلی مذکور قطعه چهارده تفکیکی	[487, 298, 716, 340]
notice-property-details-76	[248, 1063, 476, 1220]
paragraph: ۲- هرگونه قرارداد فی مابین طرفین و یا هرگونه تغییر و تحول در اسناد و مدارک ابرازی پس از تاریخ تنظیم این گزارش در این نظریه لحاظ نگردیده است.	[487, 1206, 716, 1227]
paper-name: رسالت	[866, 27, 954, 62]
paragraph: مشخصات ثبتی املاک مورد کارشناسی:	[305, 857, 419, 867]
paragraph: نظر به اینکه آقای قاسم اصغری با ارائه دو برگ استشهادیه شماره ۳۲۰۱۱- ۱۴۰۴/۸/۱۳ تنظیمی دفترخانه ۱۲۷ آمل طی درخواستی به شماره ۱۴۰۴/۵۲۳۳۱ مورخه ۱۴۰۴/۸/۱۳ تقاضای صدور سند مالکیت المثنی سه دانگ مشاع از ششدانگ عرصه و اعیان یک قطعه زمین که در آن احداث بنا گردیده به مساحت ۲۶۸/۲۰ مترمربع به شماره پلاک ثبتی ۹۴ فرعی از ۱۳- اصلی واقع در قریه بوران و سالارمحله بخش ۳ حوزه ثبت ملک آمل با موضوع سند مالکیت اصلی به شماره چاپی ۴۶۷۳۰۶ سری -سال- در صفحه ۵۷ دفتر املاک جلد ۱۳ ذیل ثبت ۲۱۵۸ با شماره دفتر الکترونیکی بنام آقای قاسم اصغری ثبت گردیده و در اثر جابجایی مفقود شده را نموده است. فلذا در اجرای ماده ۱۲۰ اصلاحی آئین نامه قانون ثبت مبادرت به نشر این آگهی در یک نوبت می گردد چنانچه اشخاصی مدعی انجام معامله یا وجود سند مالکیت نزد خود می باشند ظرف مدت ده روز پس از تاریخ انتشار آگهی اعتراض کتبی خود را به همراه اصل سند مالکیت یا سند معامله به این اداره تسلیم نمایند در غیر این صورت پس از انقضای مدت مذکور نسبت به صدور سند مالکیت المثنی اقدام خواهد شد.	[726, 617, 955, 767]
paragraph: ۴- مشخصات ثبتی ملک مورد کارشناسی به پلاک ثبتی ۳۳/۳۴۴۷:	[534, 509, 716, 519]
lost-document-notice: برگ سبز کارت خودروی وانت زامیاد D-۲۸ND۲Z به رنگ آبی به شماره موتور ۸۰۰۲۱۰۶۳ به شماره شاسی NAZDL۱۰۴TKA۰۳۲۰۸۲ به شماره انتظامی ۸۴۸ ه ۸۲ ایران ۳۲ مدل ۱۳۹۰ دیزلی به نام علی محمد واحدی مفقود گردیده و از درجه اعتبار ساقط است.	[11, 650, 238, 693]
subheading: ۲-۶- مشخصات مالک:	[652, 1116, 716, 1126]
bullet-square-icon	[248, 37, 252, 41]
paragraph: مساحت ۴۲۰ مترمربع نوع ملک مزروعی وضعیت خاص طلق نوع و میزان مالکیت ششدانگ عرصه و اعیان شماره سریال اصلی ۹۴۵۶۰۸۶۳۹ نشانی ملک کدپستی:-	[248, 959, 477, 990]
